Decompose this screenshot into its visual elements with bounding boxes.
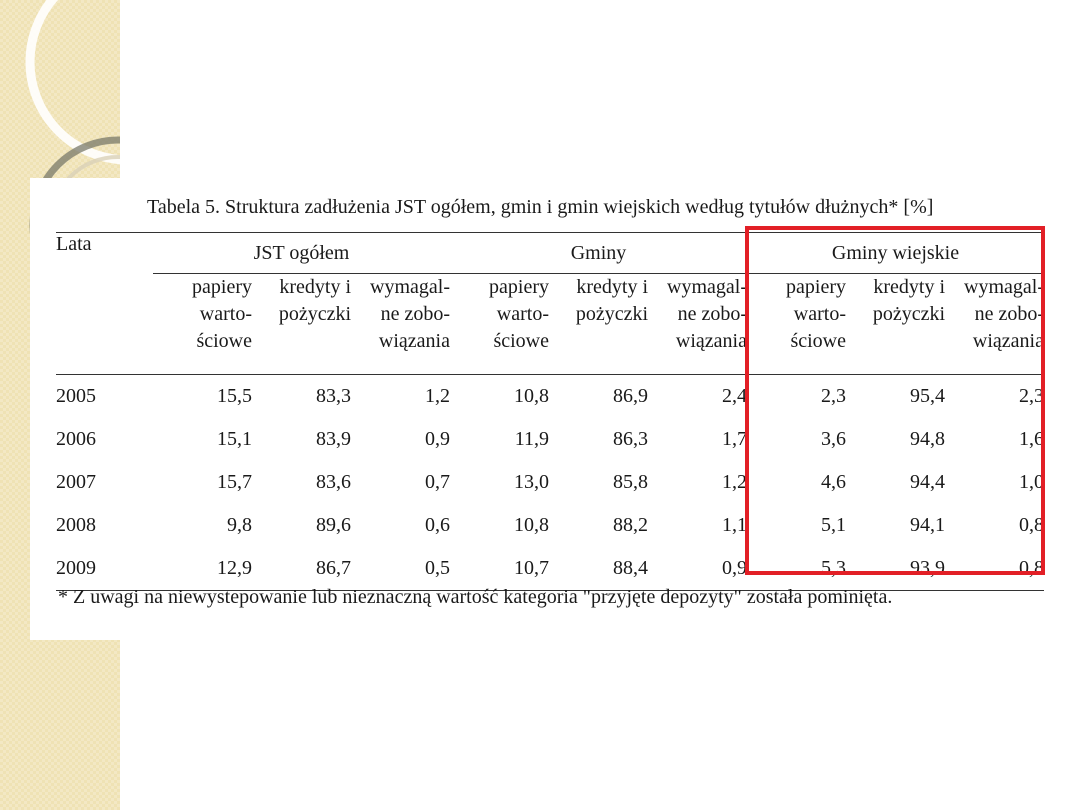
header-group-gminy: Gminy bbox=[450, 233, 747, 274]
subheader-wymagalne: wymagal- ne zobo- wiązania bbox=[667, 276, 747, 352]
value-cell: 15,5 bbox=[217, 385, 252, 407]
value-cell: 83,3 bbox=[316, 385, 351, 407]
value-cell: 2,4 bbox=[722, 385, 747, 407]
value-cell: 88,4 bbox=[613, 557, 648, 579]
value-cell: 4,6 bbox=[821, 471, 846, 493]
value-cell: 5,3 bbox=[821, 557, 846, 579]
subheader-kredyty: kredyty i pożyczki bbox=[575, 276, 648, 325]
year-cell: 2008 bbox=[56, 514, 96, 536]
subheader-wymagalne: wymagal- ne zobo- wiązania bbox=[370, 276, 450, 352]
value-cell: 15,7 bbox=[217, 471, 252, 493]
value-cell: 0,5 bbox=[425, 557, 450, 579]
value-cell: 94,4 bbox=[910, 471, 945, 493]
value-cell: 10,8 bbox=[514, 514, 549, 536]
subheader-papiery: papiery warto- ściowe bbox=[192, 276, 252, 352]
year-cell: 2005 bbox=[56, 385, 96, 407]
subheader-kredyty: kredyty i pożyczki bbox=[278, 276, 351, 325]
subheader-wymagalne: wymagal- ne zobo- wiązania bbox=[964, 276, 1044, 352]
value-cell: 0,6 bbox=[425, 514, 450, 536]
value-cell: 1,0 bbox=[1019, 471, 1044, 493]
subheader-papiery: papiery warto- ściowe bbox=[489, 276, 549, 352]
value-cell: 94,1 bbox=[910, 514, 945, 536]
value-cell: 93,9 bbox=[910, 557, 945, 579]
value-cell: 1,1 bbox=[722, 514, 747, 536]
value-cell: 89,6 bbox=[316, 514, 351, 536]
value-cell: 11,9 bbox=[514, 428, 549, 450]
value-cell: 1,6 bbox=[1019, 428, 1044, 450]
table-footnote: * Z uwagi na niewystepowanie lub nieznaczną wartość kategoria "przyjęte depozyty" została pominięta. bbox=[58, 586, 893, 608]
header-year: Lata bbox=[56, 233, 92, 255]
value-cell: 12,9 bbox=[217, 557, 252, 579]
value-cell: 1,7 bbox=[722, 428, 747, 450]
subheader-papiery: papiery warto- ściowe bbox=[786, 276, 846, 352]
year-cell: 2006 bbox=[56, 428, 96, 450]
table-caption: Tabela 5. Struktura zadłużenia JST ogółem, gmin i gmin wiejskich według tytułów dłużnych* [%] bbox=[147, 196, 934, 218]
value-cell: 86,7 bbox=[316, 557, 351, 579]
value-cell: 94,8 bbox=[910, 428, 945, 450]
value-cell: 83,6 bbox=[316, 471, 351, 493]
value-cell: 86,3 bbox=[613, 428, 648, 450]
year-cell: 2007 bbox=[56, 471, 96, 493]
header-group-gminy-wiejskie: Gminy wiejskie bbox=[747, 233, 1044, 274]
year-cell: 2009 bbox=[56, 557, 96, 579]
highlight-box-gminy-wiejskie bbox=[745, 226, 1045, 575]
value-cell: 83,9 bbox=[316, 428, 351, 450]
value-cell: 9,8 bbox=[227, 514, 252, 536]
value-cell: 10,8 bbox=[514, 385, 549, 407]
value-cell: 2,3 bbox=[821, 385, 846, 407]
value-cell: 1,2 bbox=[425, 385, 450, 407]
value-cell: 0,7 bbox=[425, 471, 450, 493]
value-cell: 95,4 bbox=[910, 385, 945, 407]
subheader-kredyty: kredyty i pożyczki bbox=[872, 276, 945, 325]
value-cell: 0,8 bbox=[1019, 514, 1044, 536]
value-cell: 5,1 bbox=[821, 514, 846, 536]
value-cell: 10,7 bbox=[514, 557, 549, 579]
value-cell: 15,1 bbox=[217, 428, 252, 450]
value-cell: 13,0 bbox=[514, 471, 549, 493]
value-cell: 2,3 bbox=[1019, 385, 1044, 407]
value-cell: 1,2 bbox=[722, 471, 747, 493]
value-cell: 88,2 bbox=[613, 514, 648, 536]
header-group-jst: JST ogółem bbox=[153, 233, 450, 274]
value-cell: 85,8 bbox=[613, 471, 648, 493]
value-cell: 0,9 bbox=[722, 557, 747, 579]
value-cell: 86,9 bbox=[613, 385, 648, 407]
value-cell: 0,8 bbox=[1019, 557, 1044, 579]
value-cell: 3,6 bbox=[821, 428, 846, 450]
value-cell: 0,9 bbox=[425, 428, 450, 450]
